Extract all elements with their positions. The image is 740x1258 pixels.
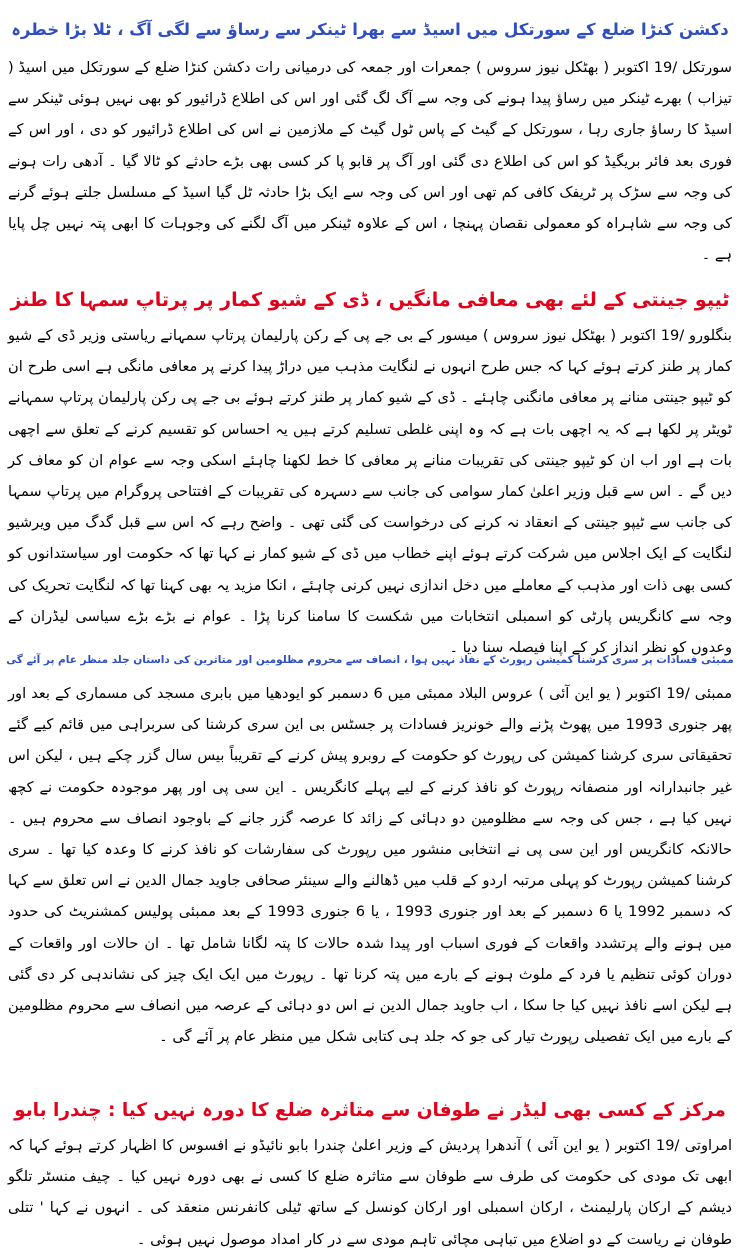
article-headline: ٹیپو جینتی کے لئے بھی معافی مانگیں ، ڈی کے شیو کمار پر پرتاپ سمہا کا طنز xyxy=(10,289,730,311)
article-surathkal-acid-tanker xyxy=(6,0,734,272)
article-body: امراوتی /19 اکتوبر ( یو این آئی ) آندھرا پردیش کے وزیر اعلیٰ چندرا بابو نائیڈو نے افسوس کا اظہار کرتے ہوئے کہا کہ ابھی تک مودی کی حکومت کی طرف سے طوفان سے متاثرہ ضلع کا کسی نے بھی دورہ نہیں کیا ۔ چیف منسٹر تلگو دیشم کے ارکان پارلیمنٹ ، ارکان اسمبلی اور ارکان کونسل کے ساتھ ٹیلی کانفرنس منعقد کی ۔ انہوں نے کہا ' تتلی طوفان نے ریاست کے دو اضلاع میں تباہی مچائی تاہم مودی سے در کار امداد موصول نہیں ہوئی ۔ xyxy=(8,1137,732,1248)
article-srikrishna-commission xyxy=(6,632,734,1080)
article-chandrababu-cyclone xyxy=(6,1080,734,1258)
article-headline: دکشن کنڑا ضلع کے سورتکل میں اسیڈ سے بھرا ٹینکر سے رساؤ سے لگی آگ ، ٹلا بڑا خطرہ xyxy=(11,20,729,39)
article-headline: ممبئی فسادات پر سری کرشنا کمیشن رپورٹ کے نفاذ نہیں ہوا ، انصاف سے محروم مظلومین اور متاثرین کی داستان جلد منظر عام پر آئے گی xyxy=(6,654,734,666)
article-headline: مرکز کے کسی بھی لیڈر نے طوفان سے متاثرہ ضلع کا دورہ نہیں کیا : چندرا بابو xyxy=(14,1100,726,1121)
article-tipu-jayanti xyxy=(6,272,734,657)
article-body: سورتکل /19 اکتوبر ( بھٹکل نیوز سروس ) جمعرات اور جمعہ کی درمیانی رات دکشن کنڑا ضلع کے سورتکل میں اسیڈ ( تیزاب ) بھرے ٹینکر میں رساؤ پیدا ہونے کی وجہ سے آگ لگ گئی اور اس کی اطلاع ڈرائیور کو بھی نہیں ہوئی ٹینکر سے اسیڈ کا رساؤ جاری رہا ، سورتکل کے گیٹ کے پاس ٹول گیٹ کے ملازمین نے اس کی اطلاع ڈرائیور کو دی ، اور اس کے فوری بعد فائر بریگیڈ کو اس کی اطلاع دی گئی اور آگ پر قابو پا کر کسی بھی بڑے حادثے کو ٹالا گیا ۔ آدھی رات ہونے کی وجہ سے سڑک پر ٹریفک کافی کم تھی اور اس کی وجہ سے ایک بڑا حادثہ ٹل گیا اسیڈ کے مسلسل جلتے ہوئے گرنے کی وجہ سے شاہراہ کو معمولی نقصان پہنچا ، اس کے علاوہ ٹینکر میں آگ لگنے کی وجوہات کا ابھی پتہ نہیں چل پایا ہے ۔ xyxy=(8,59,732,264)
article-body: ممبئی /19 اکتوبر ( یو این آئی ) عروس البلاد ممبئی میں 6 دسمبر کو ایودھیا میں بابری مسجد کی مسماری کے بعد اور پھر جنوری 1993 میں پھوٹ پڑنے والے خونریز فسادات پر جسٹس بی این سری کرشنا کی سربراہی میں قائم کیے گئے تحقیقاتی سری کرشنا کمیشن کی رپورٹ کو حکومت کے روبرو پیش کرنے کے تقریباً بیس سال گزر چکے ہیں ، لیکن اس غیر جانبدارانہ اور منصفانہ رپورٹ کو نافذ کرنے کے لیے پہلے کانگریس ۔ این سی پی اور پھر موجودہ حکومت نے کچھ نہیں کیا ہے ، جس کی وجہ سے مظلومین دو دہائی کے زائد کا عرصہ گزر جانے کے باوجود انصاف سے محروم ہیں ۔ حالانکہ کانگریس اور این سی پی نے انتخابی منشور میں رپورٹ کی سفارشات کو نافذ کرنے کا وعدہ کیا تھا ۔ سری کرشنا کمیشن رپورٹ کو پہلی مرتبہ اردو کے قلب میں ڈھالنے والے سینئر صحافی جاوید جمال الدین نے اس تعلق سے کہا کہ دسمبر 1992 یا 6 دسمبر کے بعد اور جنوری 1993 ، یا 6 جنوری 1993 کے بعد ممبئی پولیس کمشنریٹ کی حدود میں ہونے والے پرتشدد واقعات کے فوری اسباب اور پیدا شدہ حالات کا پتہ لگانا شامل تھا ۔ ان حالات اور واقعات کے دوران کوئی تنظیم یا فرد کے ملوث ہونے کے بارے میں پتہ کرنا تھا ۔ رپورٹ میں ایک ایک چیز کی نشاندہی کر دی گئی ہے لیکن اسے نافذ نہیں کیا جا سکا ، اب جاوید جمال الدین نے اس دو دہائی کے عرصہ میں انصاف سے محروم مظلومین کے بارے میں ایک تفصیلی رپورٹ تیار کی جو کہ جلد ہی کتابی شکل میں منظر عام پر آئے گی ۔ xyxy=(8,685,733,1046)
article-body: بنگلورو /19 اکتوبر ( بھٹکل نیوز سروس ) میسور کے بی جے پی کے رکن پارلیمان پرتاپ سمہانے ریاستی وزیر ڈی کے شیو کمار پر طنز کرتے ہوئے کہا کہ جس طرح انہوں نے لنگایت مذہب میں دراڑ پیدا کرنے پر معافی مانگی ہے اسی طرح ان کو ٹیپو جینتی منانے پر معافی مانگنی چاہئے ۔ ڈی کے شیو کمار پر طنز کرتے ہوئے بی جے پی رکن پارلیمان پرتاپ سمہانے ٹویٹر پر لکھا ہے کہ یہ اچھی بات ہے کہ وہ اپنی غلطی تسلیم کرتے ہیں یہ احساس کو تقسیم کرنے کے تعلق سے اچھی بات ہے اور اب ان کو ٹیپو جینتی کی تقریبات منانے پر معافی کا خط لکھنا چاہئے اسکی وجہ سے عوام ان کو معاف کر دیں گے ۔ اس سے قبل وزیر اعلیٰ کمار سوامی کی جانب سے دسہرہ کی تقریبات کے افتتاحی پروگرام میں پرتاپ سمہا کی جانب سے ٹیپو جینتی کے انعقاد نہ کرنے کی درخواست کی گئی تھی ۔ واضح رہے کہ اس سے قبل گدگ میں ویرشیو لنگایت کے ایک اجلاس میں شرکت کرتے ہوئے اپنے خطاب میں ڈی کے شیو کمار نے کہا تھا کہ حکومت اور سیاستدانوں کو کسی بھی ذات اور مذہب کے معاملے میں دخل اندازی نہیں کرنی چاہئے ، انکا مزید یہ بھی کہنا تھا کہ لنگایت تحریک کی وجہ سے کانگریس پارٹی کو اسمبلی انتخابات میں شکست کا سامنا کرنا پڑا ۔ عوام نے بڑے بڑے سیاسی لیڈران کے وعدوں کو نظر انداز کر کے اپنا فیصلہ سنا دیا ۔ xyxy=(8,327,732,657)
